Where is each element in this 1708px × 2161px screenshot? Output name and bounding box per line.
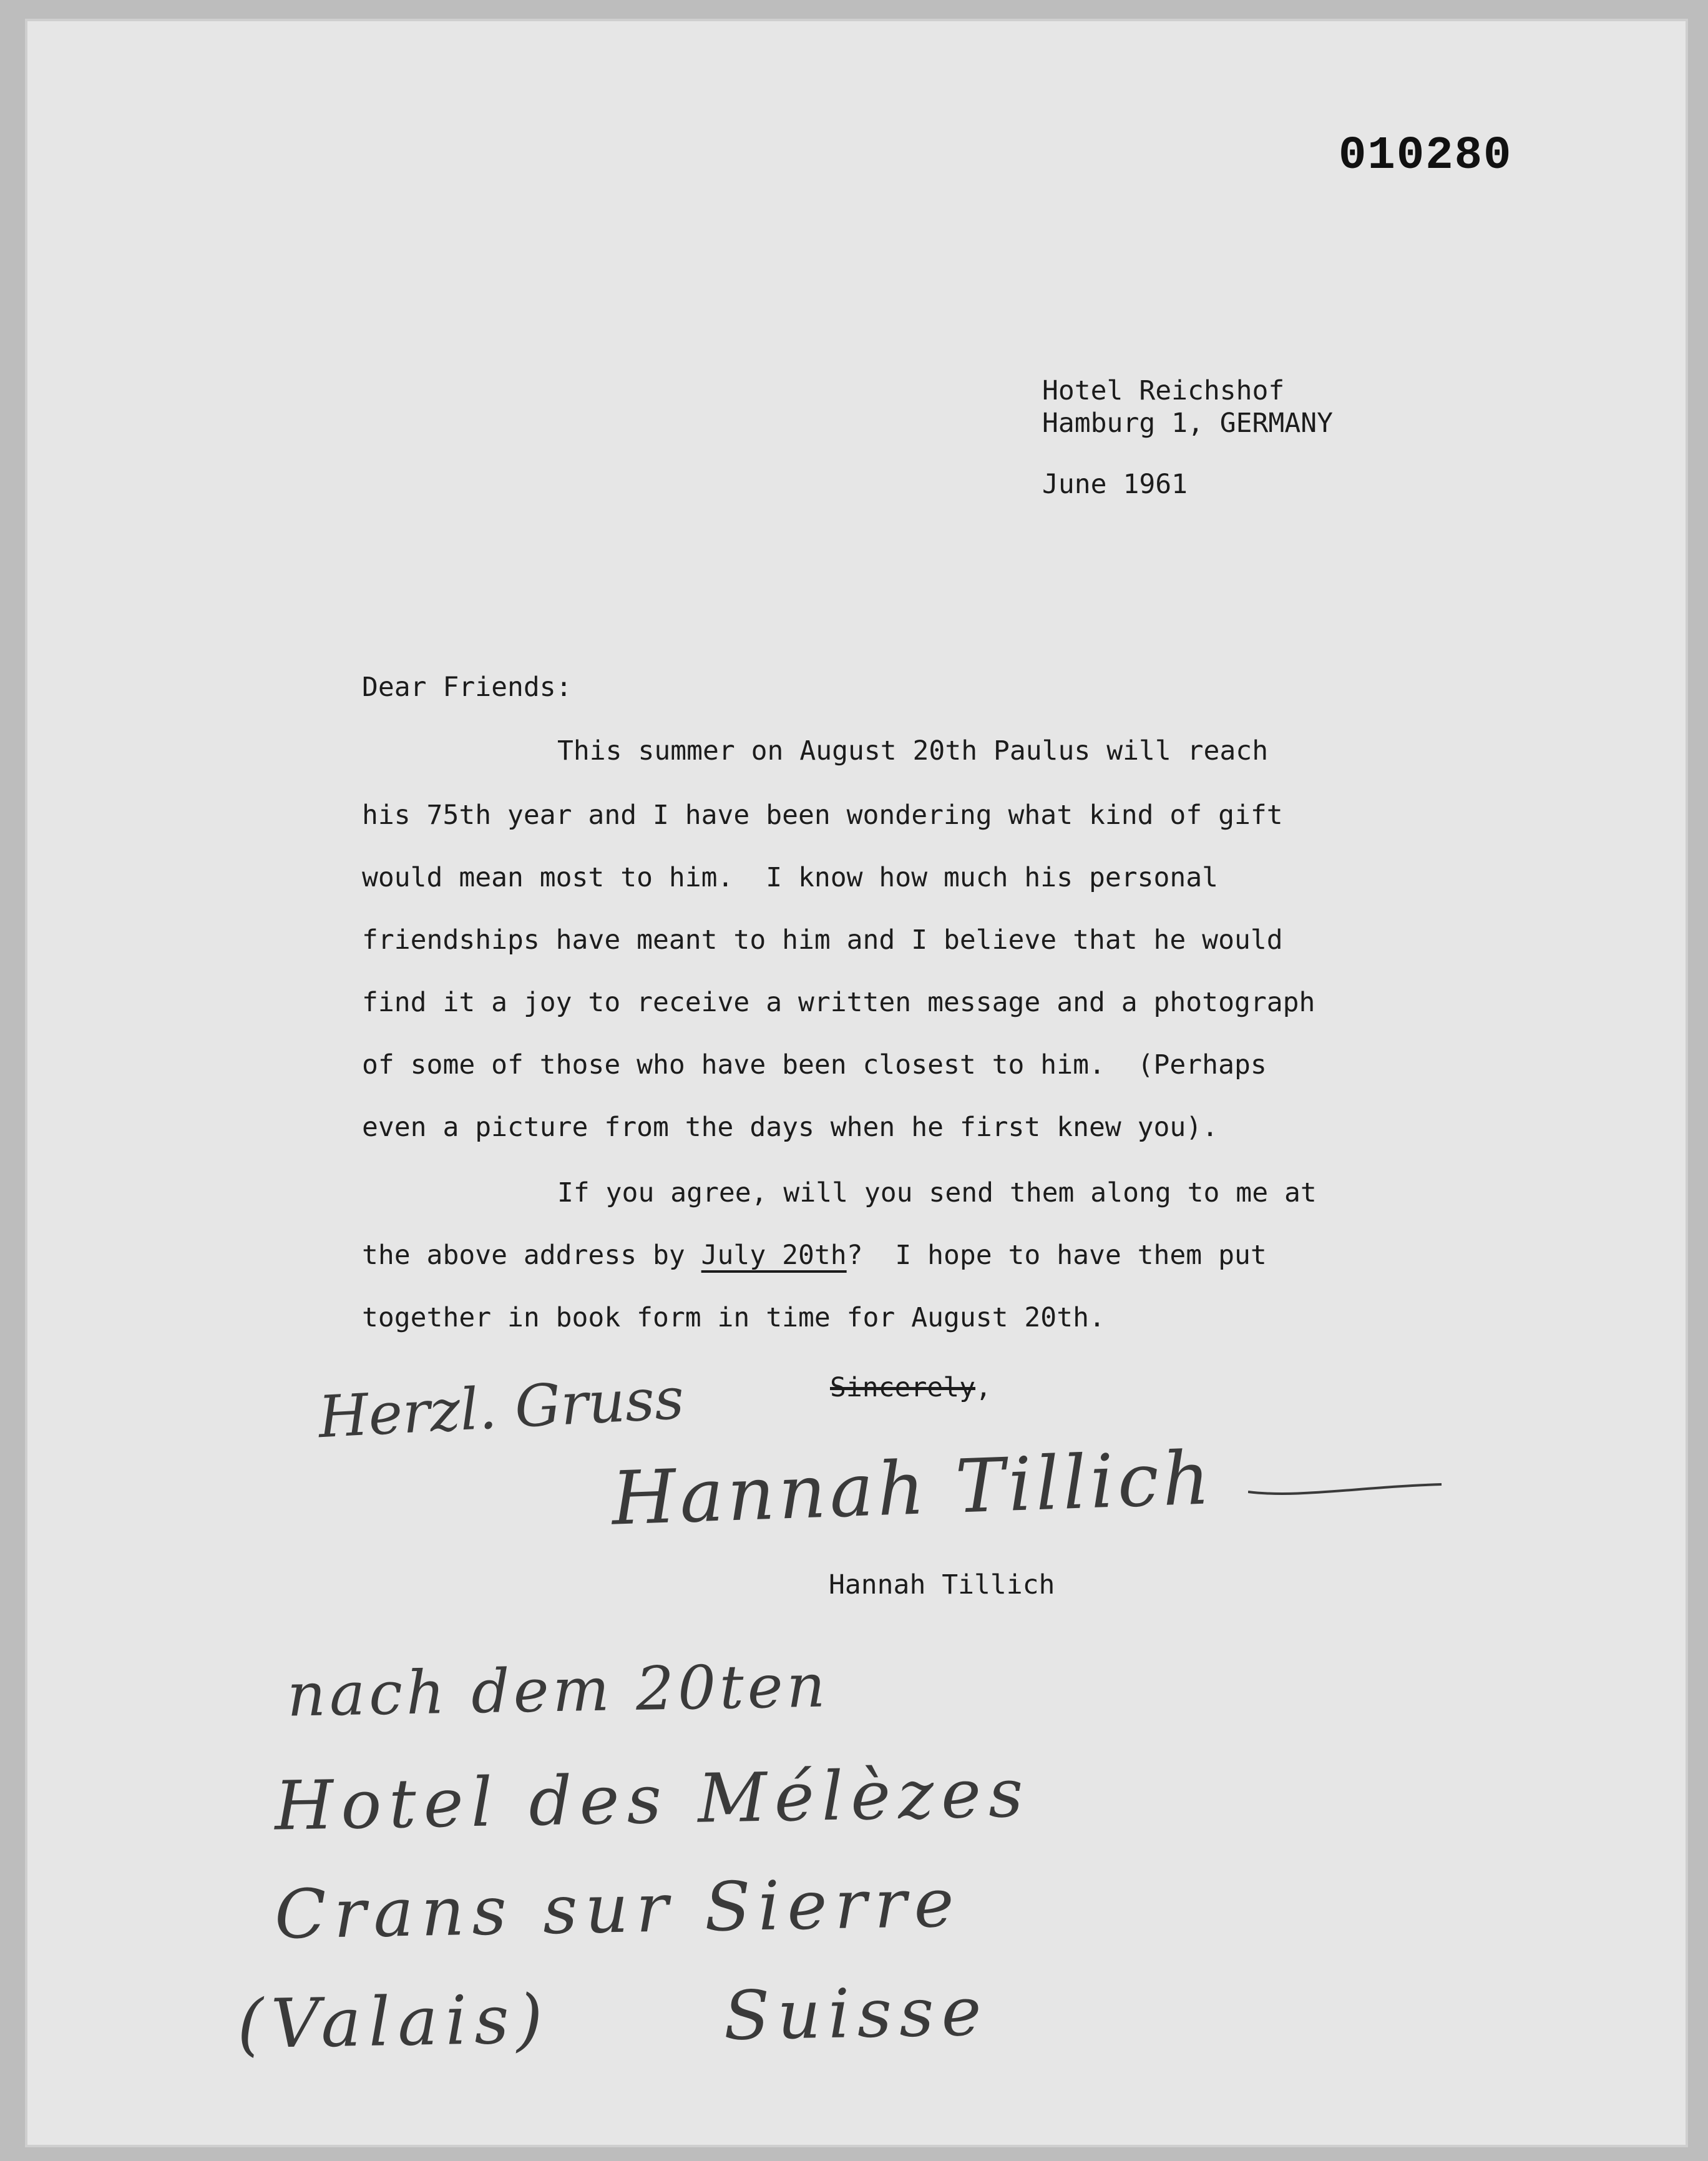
- body-line-7: even a picture from the days when he first knew you).: [362, 1112, 1219, 1143]
- salutation: Dear Friends:: [362, 672, 572, 703]
- body-line-9: [362, 1242, 1267, 1269]
- body-line-3: would mean most to him. I know how much his personal: [362, 862, 1219, 893]
- body-line-9-start: the above address by: [362, 1240, 701, 1271]
- body-line-9-end: ? I hope to have them put: [846, 1240, 1267, 1271]
- body-line-1: This summer on August 20th Paulus will reach: [557, 735, 1269, 767]
- body-line-6: of some of those who have been closest to him. (Perhaps: [362, 1049, 1267, 1080]
- handwritten-greeting: Herzl. Gruss: [316, 1365, 686, 1451]
- handwritten-signature: Hannah Tillich: [610, 1434, 1215, 1542]
- handwritten-note-line-1: nach dem 20ten: [286, 1650, 830, 1730]
- closing-struck: Sincerely: [830, 1372, 975, 1403]
- closing-comma: ,: [975, 1372, 992, 1403]
- address-hotel: Hotel Reichshof: [1042, 375, 1285, 406]
- handwritten-note-line-2: Hotel des Mélèzes: [273, 1754, 1032, 1846]
- letter-sheet: [25, 19, 1688, 2147]
- letter-date: June 1961: [1042, 469, 1188, 500]
- typed-signatory-name: Hannah Tillich: [829, 1569, 1055, 1600]
- body-line-8: If you agree, will you send them along to me at: [557, 1177, 1317, 1208]
- closing: [830, 1372, 992, 1403]
- handwritten-note-line-3: Crans sur Sierre: [273, 1864, 962, 1954]
- document-number: 010280: [1339, 130, 1513, 182]
- body-line-4: friendships have meant to him and I believe that he would: [362, 924, 1283, 956]
- body-line-5: find it a joy to receive a written message and a photograph: [362, 987, 1315, 1018]
- deadline-date: July 20th: [701, 1240, 847, 1271]
- handwritten-note-line-4: (Valais) Suisse: [236, 1972, 990, 2064]
- signature-flourish: [1248, 1479, 1448, 1504]
- body-line-2: his 75th year and I have been wondering what kind of gift: [362, 800, 1283, 831]
- body-line-10: together in book form in time for August 20th.: [362, 1302, 1105, 1333]
- address-city: Hamburg 1, GERMANY: [1042, 408, 1333, 439]
